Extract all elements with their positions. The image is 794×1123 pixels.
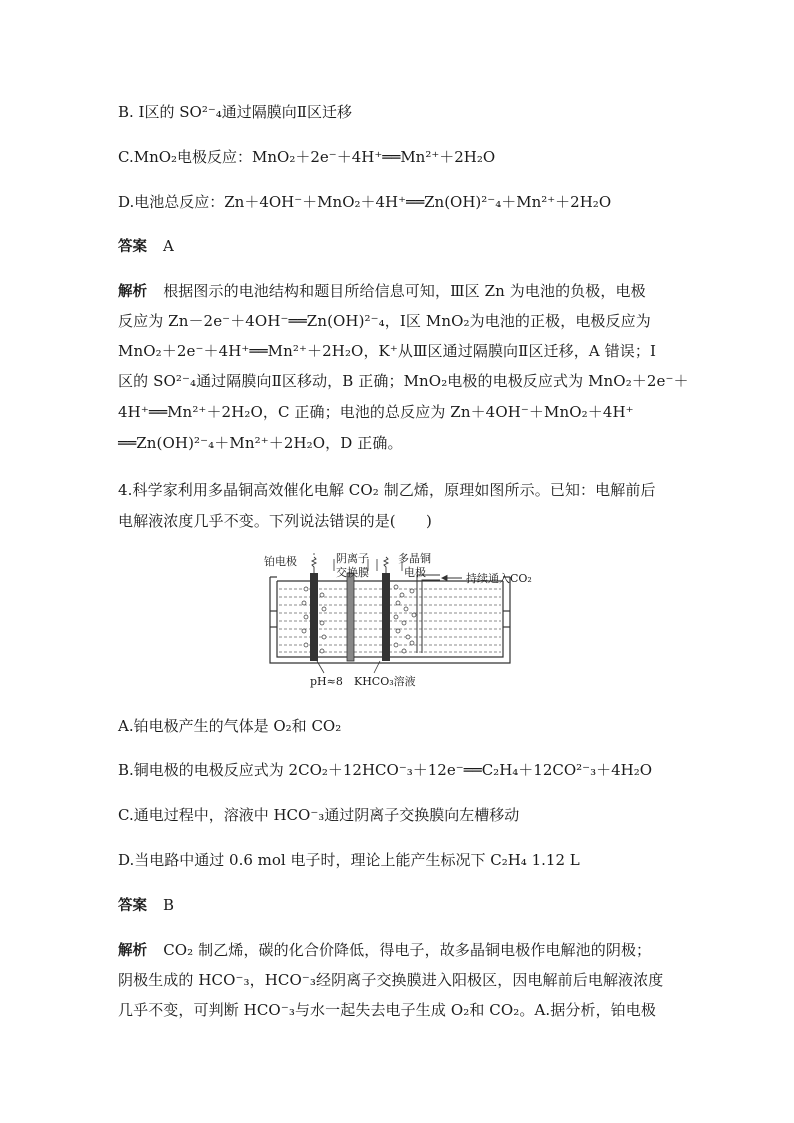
label-khco3: KHCO₃溶液 [354, 675, 416, 688]
q4-option-a: A.铂电极产生的气体是 O₂和 CO₂ [118, 717, 342, 735]
label-copper-line1: 多晶铜 [398, 552, 431, 565]
q4-answer [118, 895, 678, 916]
q3-analysis-line-4: 区的 SO²⁻₄通过隔膜向Ⅱ区移动，B 正确；MnO₂电极的电极反应式为 MnO₂＋2e⁻＋ [118, 372, 689, 390]
q3-analysis-line-6: ══Zn(OH)²⁻₄＋Mn²⁺＋2H₂O，D 正确。 [118, 434, 403, 452]
anion-exchange-membrane [347, 573, 354, 661]
q4-stem-line-2: 电解液浓度几乎不变。下列说法错误的是( ) [118, 512, 432, 530]
copper-electrode [382, 573, 390, 661]
platinum-electrode [310, 573, 318, 661]
label-co2-input: 持续通入CO₂ [466, 572, 532, 585]
q3-analysis-line-5: 4H⁺══Mn²⁺＋2H₂O，C 正确；电池的总反应为 Zn＋4OH⁻＋MnO₂＋4H⁺ [118, 403, 634, 421]
q4-stem-line-1: 4.科学家利用多晶铜高效催化电解 CO₂ 制乙烯，原理如图所示。已知：电解前后 [118, 481, 656, 499]
co2-inlet-tube [417, 575, 440, 653]
q4-analysis-line-3: 几乎不变，可判断 HCO⁻₃与水一起失去电子生成 O₂和 CO₂。A.据分析，铂电极 [118, 1001, 656, 1019]
q3-option-b: B. Ⅰ区的 SO²⁻₄通过隔膜向Ⅱ区迁移 [118, 103, 352, 121]
label-platinum-electrode: 铂电极 [264, 555, 297, 568]
q4-answer-label: 答案 [118, 898, 147, 914]
q4-option-b: B.铜电极的电极反应式为 2CO₂＋12HCO⁻₃＋12e⁻══C₂H₄＋12CO²⁻₃＋4H₂O [118, 761, 653, 779]
bubbles-right [394, 585, 416, 653]
label-membrane-line2: 交换膜 [336, 566, 369, 579]
q3-analysis-line-2: 反应为 Zn－2e⁻＋4OH⁻══Zn(OH)²⁻₄，Ⅰ区 MnO₂为电池的正极，电极反应为 [118, 312, 651, 330]
q3-option-c: C.MnO₂电极反应：MnO₂＋2e⁻＋4H⁺══Mn²⁺＋2H₂O [118, 148, 496, 166]
q3-analysis-line-3: MnO₂＋2e⁻＋4H⁺══Mn²⁺＋2H₂O，K⁺从Ⅲ区通过隔膜向Ⅱ区迁移，A 错误；Ⅰ [118, 342, 656, 360]
q3-option-d: D.电池总反应：Zn＋4OH⁻＋MnO₂＋4H⁺══Zn(OH)²⁻₄＋Mn²⁺＋2H₂O [118, 193, 612, 211]
q4-option-c: C.通电过程中，溶液中 HCO⁻₃通过阴离子交换膜向左槽移动 [118, 806, 520, 824]
q4-analysis-text-1: CO₂ 制乙烯，碳的化合价降低，得电子，故多晶铜电极作电解池的阴极； [163, 941, 652, 959]
q3-answer-label: 答案 [118, 239, 147, 255]
q4-analysis-line-2: 阴极生成的 HCO⁻₃，HCO⁻₃经阴离子交换膜进入阳极区，因电解前后电解液浓度 [118, 971, 664, 989]
label-membrane-line1: 阴离子 [336, 552, 369, 565]
electrolysis-diagram [262, 551, 538, 695]
q3-answer-value: A [163, 237, 174, 255]
q3-analysis-text-1: 根据图示的电池结构和题目所给信息可知，Ⅲ区 Zn 为电池的负极，电极 [163, 282, 646, 300]
q3-analysis-label: 解析 [118, 284, 148, 300]
label-copper-line2: 电极 [404, 566, 426, 579]
q3-answer [118, 236, 678, 257]
q4-analysis-label: 解析 [118, 943, 148, 959]
label-ph: pH≈8 [310, 675, 343, 688]
q4-analysis-line-1 [118, 940, 678, 961]
q4-answer-value: B [163, 896, 175, 914]
q3-analysis-line-1 [118, 281, 678, 302]
q4-option-d: D.当电路中通过 0.6 mol 电子时，理论上能产生标况下 C₂H₄ 1.12 L [118, 851, 580, 869]
